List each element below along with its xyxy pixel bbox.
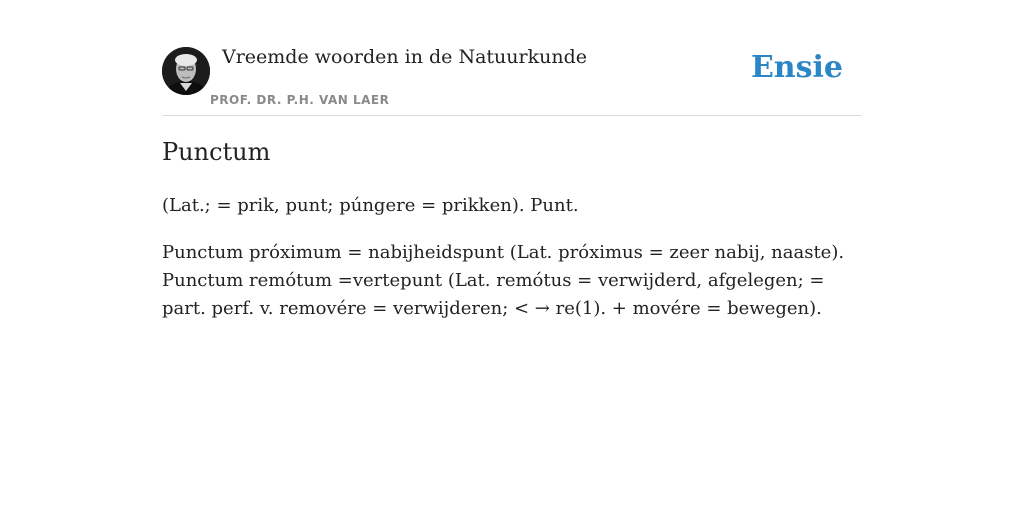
book-title[interactable]: Vreemde woorden in de Natuurkunde bbox=[222, 46, 587, 68]
header bbox=[162, 0, 862, 116]
author-name[interactable]: PROF. DR. P.H. VAN LAER bbox=[210, 93, 390, 107]
entry-paragraph: (Lat.; = prik, punt; púngere = prikken). Punt. bbox=[162, 195, 579, 216]
entry-paragraph: Punctum próximum = nabijheidspunt (Lat. próximus = zeer nabij, naaste). Punctum remótum =vertepunt (Lat. remótus = verwijderd, afgelegen; = part. perf. v. removére = verwijderen; < → re(1). + movére = bewegen). bbox=[162, 242, 845, 319]
entry-title: Punctum bbox=[162, 138, 271, 166]
author-avatar[interactable] bbox=[162, 47, 210, 95]
brand-logo-link[interactable]: Ensie bbox=[750, 50, 843, 85]
author-portrait-icon bbox=[162, 47, 210, 95]
page bbox=[162, 0, 862, 319]
